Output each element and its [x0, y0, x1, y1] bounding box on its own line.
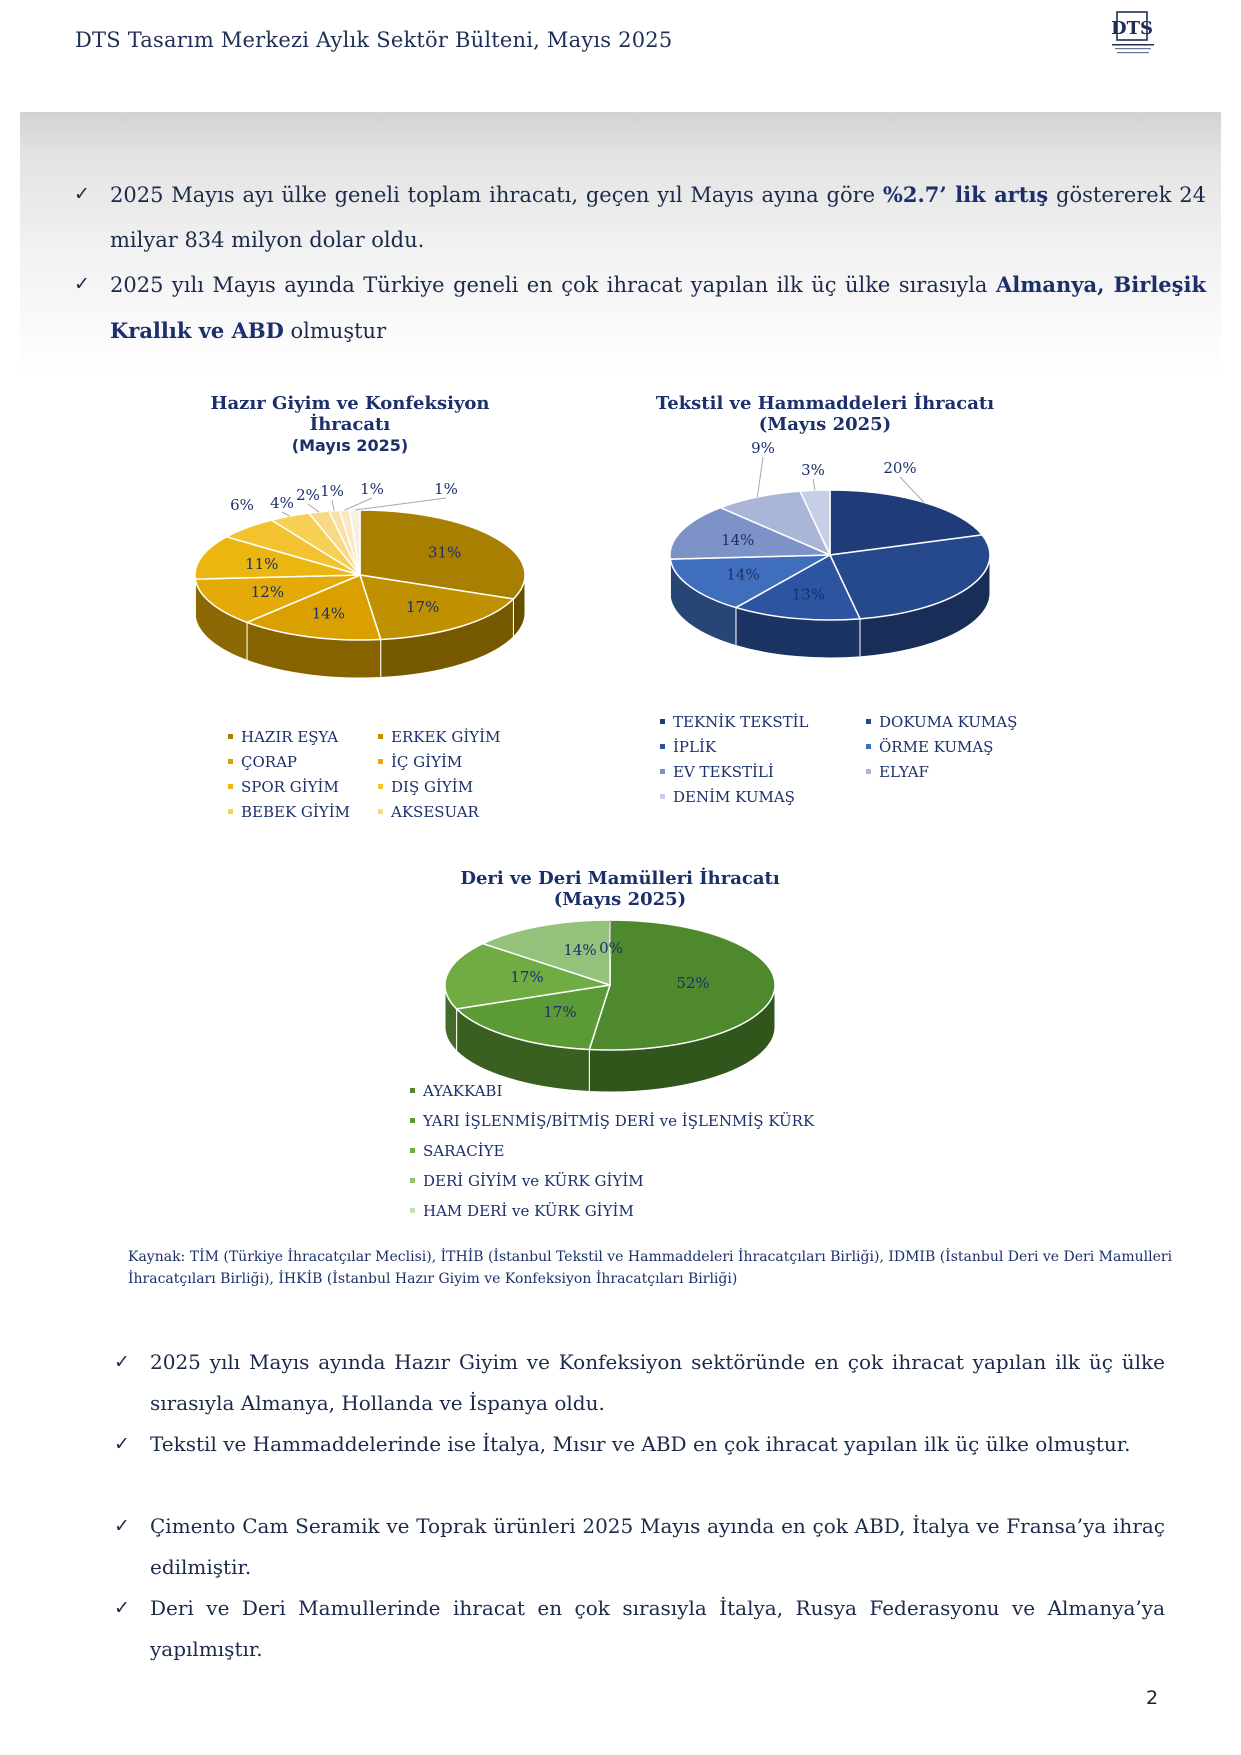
bottom-bullet-3: ✓ Çimento Cam Seramik ve Toprak ürünleri 2025 Mayıs ayında en çok ABD, İtalya ve Fransa’ya ihraç edilmiştir. [150, 1506, 1165, 1588]
logo-text: DTS [1110, 18, 1154, 39]
legend-item [866, 763, 929, 781]
legend-label: HAM DERİ ve KÜRK GİYİM [423, 1202, 634, 1220]
summary-bullet-2: ✓ 2025 yılı Mayıs ayında Türkiye geneli en çok ihracat yapılan ilk üç ülke sırasıyla Almanya, Birleşik Krallık ve ABD olmuştur [110, 262, 1206, 354]
pie-data-label: 14% [563, 941, 597, 959]
pie-data-label: 52% [676, 974, 710, 992]
legend-label: İÇ GİYİM [391, 753, 463, 771]
dts-logo [1108, 10, 1158, 60]
legend-label: DENİM KUMAŞ [673, 788, 795, 806]
pie-data-label: 31% [427, 543, 462, 562]
check-icon: ✓ [74, 183, 90, 205]
legend-swatch [866, 719, 871, 724]
legend-swatch [228, 784, 233, 789]
legend-item [660, 713, 809, 731]
check-icon: ✓ [114, 1351, 130, 1373]
legend-swatch [660, 769, 665, 774]
pie-data-label: 9% [751, 440, 775, 457]
pie-data-label: 17% [406, 597, 440, 616]
legend-swatch [866, 769, 871, 774]
chart3-title: Deri ve Deri Mamülleri İhracatı (Mayıs 2025) [460, 868, 780, 910]
bottom-bullet-4: ✓ Deri ve Deri Mamullerinde ihracat en çok sırasıyla İtalya, Rusya Federasyonu ve Almanya’ya yapılmıştır. [150, 1588, 1165, 1670]
pie-data-label: 0% [599, 939, 623, 957]
legend-label: SARACİYE [423, 1142, 505, 1160]
legend-item [866, 713, 1017, 731]
legend-swatch [660, 744, 665, 749]
legend-label: ELYAF [879, 763, 929, 781]
legend-swatch [660, 719, 665, 724]
legend-label: HAZIR EŞYA [241, 728, 339, 746]
legend-swatch [228, 759, 233, 764]
pie-leader-line [757, 457, 763, 497]
legend-item [660, 738, 716, 756]
check-icon: ✓ [114, 1597, 130, 1619]
legend-label: YARI İŞLENMİŞ/BİTMİŞ DERİ ve İŞLENMİŞ KÜRK [423, 1112, 815, 1130]
legend-item [410, 1202, 634, 1220]
legend-label: TEKNİK TEKSTİL [673, 713, 809, 731]
legend-item [228, 803, 350, 821]
pie-data-label: 17% [543, 1003, 577, 1021]
pie-data-label: 14% [721, 531, 755, 550]
legend-swatch [378, 809, 383, 814]
legend-label: AYAKKABI [423, 1082, 503, 1100]
pie-leader-line [332, 500, 334, 511]
legend-label: SPOR GİYİM [241, 778, 339, 796]
source-note: Kaynak: TİM (Türkiye İhracatçılar Meclisi), İTHİB (İstanbul Tekstil ve Hammaddeleri İhracatçıları Birliği), IDMIB (İstanbul Deri ve Deri Mamulleri İhracatçıları Birliği), İHKİB (İstanbul Hazır Giyim ve Konfeksiyon İhracatçıları Birliği) [128, 1249, 1173, 1287]
legend-swatch [410, 1088, 415, 1093]
legend-swatch [660, 794, 665, 799]
legend-swatch [378, 784, 383, 789]
legend-item [660, 788, 795, 806]
pie-leader-line [282, 512, 290, 516]
legend-swatch [410, 1178, 415, 1183]
chart1-pie [170, 470, 540, 720]
legend-item [866, 738, 993, 756]
pie-data-label: 20% [883, 459, 917, 477]
legend-label: ÇORAP [241, 753, 297, 771]
pie-data-label: 11% [245, 554, 279, 573]
pie-leader-line [308, 504, 319, 512]
legend-swatch [410, 1208, 415, 1213]
legend-swatch [410, 1148, 415, 1153]
legend-label: AKSESUAR [391, 803, 479, 821]
legend-label: EV TEKSTİLİ [673, 763, 774, 781]
pie-leader-line [813, 479, 815, 490]
pie-data-label: 14% [726, 565, 760, 584]
legend-item [378, 728, 500, 746]
chart3-pie [425, 905, 795, 1095]
document-header-title: DTS Tasarım Merkezi Aylık Sektör Bülteni, Mayıs 2025 [75, 28, 673, 52]
chart2-title: Tekstil ve Hammaddeleri İhracatı (Mayıs 2025) [655, 393, 995, 435]
pie-data-label: 1% [320, 482, 344, 500]
legend-swatch [866, 744, 871, 749]
bottom-bullet-2: ✓ Tekstil ve Hammaddelerinde ise İtalya, Mısır ve ABD en çok ihracat yapılan ilk üç ülke olmuştur. [150, 1424, 1165, 1465]
pie-data-label: 4% [270, 494, 294, 512]
legend-item [410, 1112, 814, 1130]
legend-item [228, 728, 338, 746]
legend-item [410, 1082, 502, 1100]
legend-item [228, 778, 339, 796]
chart2-pie [650, 440, 1020, 690]
pie-data-label: 1% [360, 480, 384, 498]
legend-label: BEBEK GİYİM [241, 803, 351, 821]
bottom-bullet-1: ✓ 2025 yılı Mayıs ayında Hazır Giyim ve Konfeksiyon sektöründe en çok ihracat yapılan ilk üç ülke sırasıyla Almanya, Hollanda ve İspanya oldu. [150, 1342, 1165, 1424]
chart1-title: Hazır Giyim ve Konfeksiyon İhracatı (Mayıs 2025) [210, 393, 490, 455]
legend-label: DIŞ GİYİM [391, 778, 474, 796]
check-icon: ✓ [114, 1515, 130, 1537]
pie-data-label: 17% [510, 968, 544, 986]
pie-data-label: 2% [296, 486, 320, 504]
legend-item [228, 753, 297, 771]
pie-data-label: 3% [801, 461, 825, 479]
pie-data-label: 6% [230, 496, 254, 514]
legend-swatch [410, 1118, 415, 1123]
check-icon: ✓ [114, 1433, 130, 1455]
legend-item [410, 1172, 644, 1190]
pie-data-label: 12% [250, 583, 285, 602]
legend-label: ERKEK GİYİM [391, 728, 501, 746]
legend-label: ÖRME KUMAŞ [879, 738, 994, 756]
pie-data-label: 1% [434, 480, 458, 498]
pie-data-label: 13% [791, 585, 826, 604]
legend-label: DERİ GİYİM ve KÜRK GİYİM [423, 1172, 644, 1190]
legend-label: DOKUMA KUMAŞ [879, 713, 1018, 731]
legend-swatch [378, 759, 383, 764]
legend-swatch [228, 734, 233, 739]
legend-label: İPLİK [673, 738, 717, 756]
page-number: 2 [1146, 1687, 1159, 1709]
legend-item [660, 763, 774, 781]
legend-item [378, 753, 462, 771]
legend-swatch [378, 734, 383, 739]
summary-bullet-1: ✓ 2025 Mayıs ayı ülke geneli toplam ihracatı, geçen yıl Mayıs ayına göre %2.7’ lik artış göstererek 24 milyar 834 milyon dolar oldu. [110, 172, 1206, 263]
legend-item [378, 803, 479, 821]
check-icon: ✓ [74, 273, 90, 295]
legend-swatch [228, 809, 233, 814]
legend-item [378, 778, 473, 796]
pie-data-label: 14% [311, 604, 346, 623]
legend-item [410, 1142, 505, 1160]
